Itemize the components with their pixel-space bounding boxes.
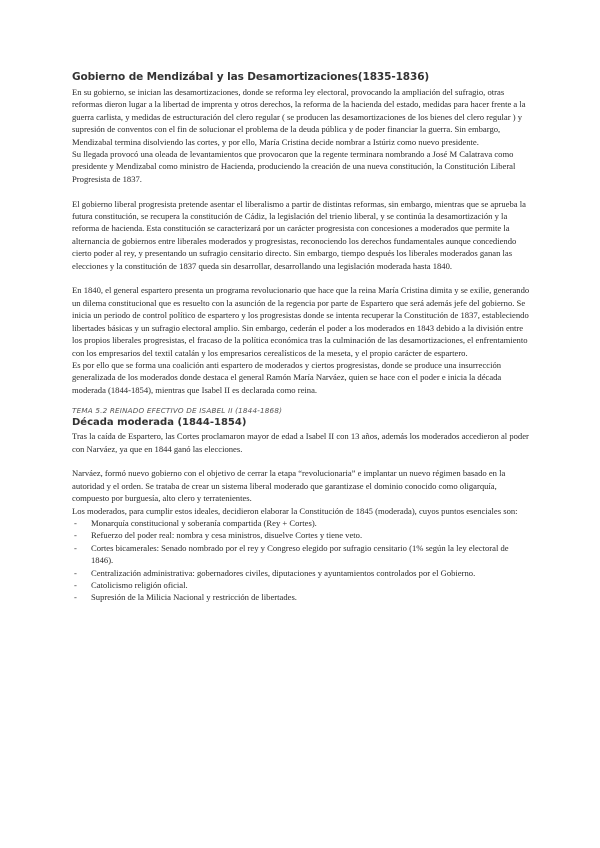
section-title-decada-moderada: Década moderada (1844-1854)	[72, 417, 247, 429]
paragraph: El gobierno liberal progresista pretende asentar el liberalismo a partir de distintas reformas, sin embargo, mientras que se aprueba la futura constitución, se recupera la constitución de Cádiz, la legislación del trienio liberal, y se continúa la desamortización y la reforma de hacienda. Esta constitución se caracterizará por un carácter progresista con concesiones a moderados que permite la alternancia de gobiernos entre liberales moderados y progresistas, reconociendo los derechos fundamentales aunque concediendo cierto poder al rey, y presentando un sufragio censitario directo. Sin embargo, tiempo después los liberales moderados ganan las elecciones y la constitución de 1837 queda sin desarrollar, desarrollando una legislación moderada hasta 1840.	[72, 198, 526, 271]
list-item: - Monarquía constitucional y soberanía compartida (Rey + Cortes).	[72, 517, 532, 529]
list-item: - Refuerzo del poder real: nombra y cesa ministros, disuelve Cortes y tiene veto.	[72, 529, 532, 541]
list-item: - Supresión de la Milicia Nacional y restricción de libertades.	[72, 591, 532, 603]
paragraph: Los moderados, para cumplir estos ideales, decidieron elaborar la Constitución de 1845 (moderada), cuyos puntos esenciales son:	[72, 505, 518, 516]
topic-label: TEMA 5.2 REINADO EFECTIVO DE ISABEL II (1844-1868)	[72, 406, 283, 416]
paragraph: Su llegada provocó una oleada de levantamientos que provocaron que la regente terminara nombrando a José M Calatrava como presidente y Mendizabal como ministro de Hacienda, produciendo la creación de una nueva constitución, la Constitución Liberal Progresista de 1837.	[72, 149, 516, 184]
section-title-mendizabal: Gobierno de Mendizábal y las Desamortizaciones(1835-1836)	[72, 71, 430, 83]
list-item: - Cortes bicamerales: Senado nombrado por el rey y Congreso elegido por sufragio censitario (1% según la ley electoral de 1846).	[72, 542, 532, 567]
paragraph: Es por ello que se forma una coalición anti espartero de moderados y ciertos progresistas, donde se produce una insurrección generalizada de los moderados donde destaca el general Ramón María Narváez, quien se hace con el poder e inicia la década moderada (1844-1854), mientras que Isabel II es declarada como reina.	[72, 359, 502, 395]
paragraph: En 1840, el general espartero presenta un programa revolucionario que hace que la reina María Cristina dimita y se exilie, generando un dilema constitucional que es resuelto con la asunción de la regencia por parte de Espartero que será además jefe del gobierno. Se inicia un periodo de control político de espartero y los progresistas donde se intenta recuperar la Constitución de 1837, estableciendo libertades básicas y un sufragio electoral amplio. Sin embargo, cederán el poder a los moderados en 1843 debido a la división entre los propios liberales progresistas, el fracaso de la política económica tras la culminación de las desamortizaciones, el enfrentamiento con los empresarios del textil catalán y los empresarios cerealísticos de la meseta, y el propio carácter de espartero.	[72, 285, 530, 358]
paragraph: Narváez, formó nuevo gobierno con el objetivo de cerrar la etapa “revolucionaria” e implantar un nuevo régimen basado en la autoridad y el orden. Se trataba de crear un sistema liberal moderado que garantizase el dominio conocido como oligarquía, compuesto por burguesía, alto clero y terratenientes.	[72, 468, 506, 504]
paragraph: Tras la caída de Espartero, las Cortes proclamaron mayor de edad a Isabel II con 13 años, además los moderados accedieron al poder con Narváez, ya que en 1844 ganó las elecciones.	[72, 431, 529, 454]
paragraph: En su gobierno, se inician las desamortizaciones, donde se reforma ley electoral, provocando la ampliación del sufragio, otras reformas dieron lugar a la libertad de imprenta y otros derechos, la reforma de la hacienda del estado, medidas para hacer frente a la guerra carlista, y medidas de estructuración del clero regular ( se producen las desamortizaciones de los bienes del clero regular ) y supresión de conventos con el fin de solucionar el problema de la deuda pública y de poder financiar la guerra. Sin embargo, Mendizabal termina disolviendo las cortes, y por ello, María Cristina decide nombrar a Istúriz como nuevo presidente.	[72, 87, 526, 147]
document-page	[72, 71, 532, 604]
list-item: - Catolicismo religión oficial.	[72, 579, 532, 591]
list-item: - Centralización administrativa: gobernadores civiles, diputaciones y ayuntamientos controlados por el Gobierno.	[72, 567, 532, 579]
constitution-points-list	[72, 517, 532, 604]
